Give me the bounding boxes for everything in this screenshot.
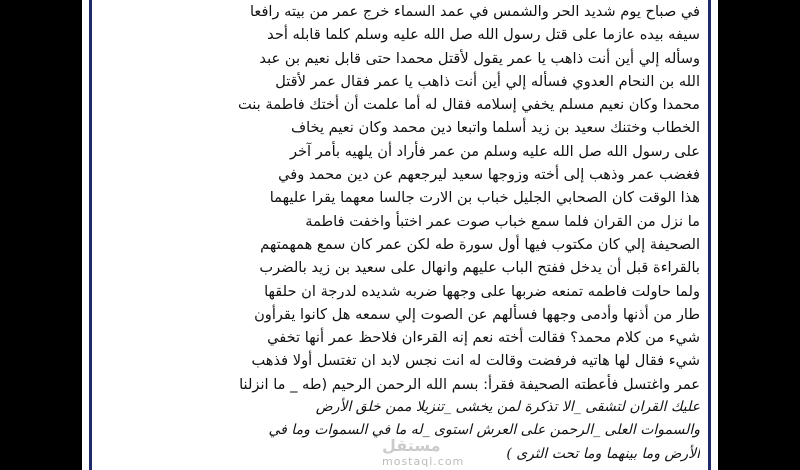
watermark-domain: mostaql.com	[382, 455, 465, 468]
verse-line: عليك القران لتشقى _الا تذكرة لمن يخشى _تنزيلا ممن خلق الأرض	[315, 399, 700, 416]
text-line: الخطاب وختنك سعيد بن زيد أسلما واتبعا دين محمد وكان نعيم يخاف	[290, 119, 700, 137]
text-line: في صباح يوم شديد الحر والشمس في عمد السماء خرج عمر من بيته رافعا	[249, 3, 700, 20]
text-line: عمر واغتسل فأعطته الصحيفة فقرأ: بسم الله الرحمن الرحيم (طه _ ما انزلنا	[239, 375, 700, 393]
page-border-left	[89, 0, 92, 470]
text-line: شيء من كلام محمد؟ فقالت أخته نعم إنه القرءان فلاحظ عمر أنها تخفي	[267, 329, 700, 347]
text-line: طار من أذنها وأدمى وجهها فسألهم عن الصوت إلي سمعه هل كانوا يقرأون	[254, 305, 700, 323]
document-page	[82, 0, 718, 470]
verse-line: والسموات العلى _الرحمن على العرش استوى _له ما في السموات وما في	[268, 422, 700, 439]
watermark	[382, 436, 464, 468]
text-line: ولما حاولت فاطمه تمنعه ضربها على وجهها ضربه شديده لدرجة ان حلقها	[264, 282, 700, 300]
text-line: وسأله إلي أين أنت ذاهب يا عمر يقول لأقتل محمدا حتى قابل نعيم بن عبد	[259, 49, 700, 67]
text-line: الصحيفة إلي كان مكتوب فيها أول سورة طه لكن عمر كان سمع همهمتهم	[260, 235, 700, 253]
text-line: فغضب عمر وذهب إلى أخته وزوجها سعيد ليرجعهم عن دين محمد وفي	[278, 166, 700, 184]
story-text	[100, 0, 700, 466]
page-border-right	[708, 0, 711, 470]
text-line: شيء فقال لها هاتيه فرفضت وقالت له انت نجس لابد ان تغتسل أولا فذهب	[251, 352, 700, 370]
text-line: محمدا وكان نعيم مسلم يخفي إسلامه فقال له أما علمت أن أختك فاطمة بنت	[237, 96, 700, 114]
text-line: سيفه بيده عازما على قتل رسول الله صل الله عليه وسلم كلما قابله أحد	[267, 26, 700, 44]
verse-line: الأرض وما بينهما وما تحت الثرى )	[506, 445, 700, 462]
watermark-logo: مستقل	[382, 436, 441, 455]
text-line: هذا الوقت كان الصحابي الجليل خباب بن الارت جالسا معهما يقرا عليهما	[269, 189, 700, 207]
text-line: بالقراءة قبل أن يدخل ففتح الباب عليهم وانهال على سعيد بن زيد بالضرب	[259, 259, 700, 277]
text-line: ما نزل من القران فلما سمع خباب صوت عمر اختبأ واخفت فاطمة	[305, 212, 700, 230]
text-line: على رسول الله صل الله عليه وسلم من عمر فأراد أن يلهيه بأمر آخر	[289, 142, 700, 160]
text-line: الله بن النحام العدوي فسأله إلي أين أنت ذاهب يا عمر فقال عمر لأقتل	[275, 72, 700, 90]
